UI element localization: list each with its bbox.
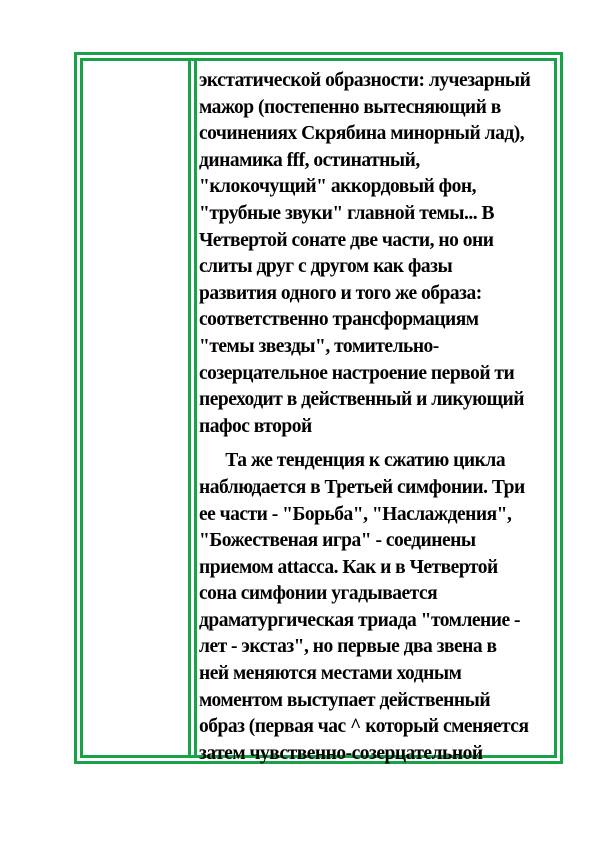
text-line: соответственно трансформациям [199,309,479,331]
text-line: ее части - "Борьба", "Наслаждения", [199,503,512,525]
paragraph-gap [199,440,555,448]
text-line: созерцательное настроение первой ти [199,362,515,384]
text-line: переходит в действенный и ликующий [199,389,524,411]
text-line: драматургическая триада "томление - [199,609,521,631]
text-line: сона симфонии угадывается [199,583,438,605]
text-line: "трубные звуки" главной темы... В [199,202,495,224]
text-column [199,68,555,767]
text-line: Та же тенденция к сжатию цикла [199,450,506,472]
text-line: "клокочущий" аккордовый фон, [199,176,477,198]
text-line: "Божественая игра" - соединены [199,530,476,552]
text-line: приемом attacca. Как и в Четвертой [199,556,498,578]
text-line: лет - экстаз", но первые два звена в [199,636,497,658]
paragraph-2 [199,448,555,767]
text-line: наблюдается в Третьей симфонии. Три [199,476,525,498]
text-line: затем чувственно-созерцательной [199,742,483,764]
column-divider-right [194,58,197,758]
text-line: ней меняются местами ходным [199,663,462,685]
text-line: слиты друг с другом как фазы [199,256,453,278]
text-line: пафос второй [199,415,312,437]
empty-left-column [83,61,188,755]
text-line: "темы звезды", томительно- [199,335,439,357]
text-line: образ (первая час ^ который сменяется [199,716,529,738]
text-line: сочинениях Скрябина минорный лад), [199,123,525,145]
text-line: моментом выступает действенный [199,689,491,711]
text-line: Четвертой сонате две части, но они [199,229,494,251]
paragraph-1 [199,68,555,440]
text-line: развития одного и того же образа: [199,282,482,304]
column-divider-left [188,58,191,758]
text-line: мажор (постепенно вытесняющий в [199,96,501,118]
text-line: экстатической образности: лучезарный [199,70,531,91]
text-line: динамика fff, остинатный, [199,149,420,171]
